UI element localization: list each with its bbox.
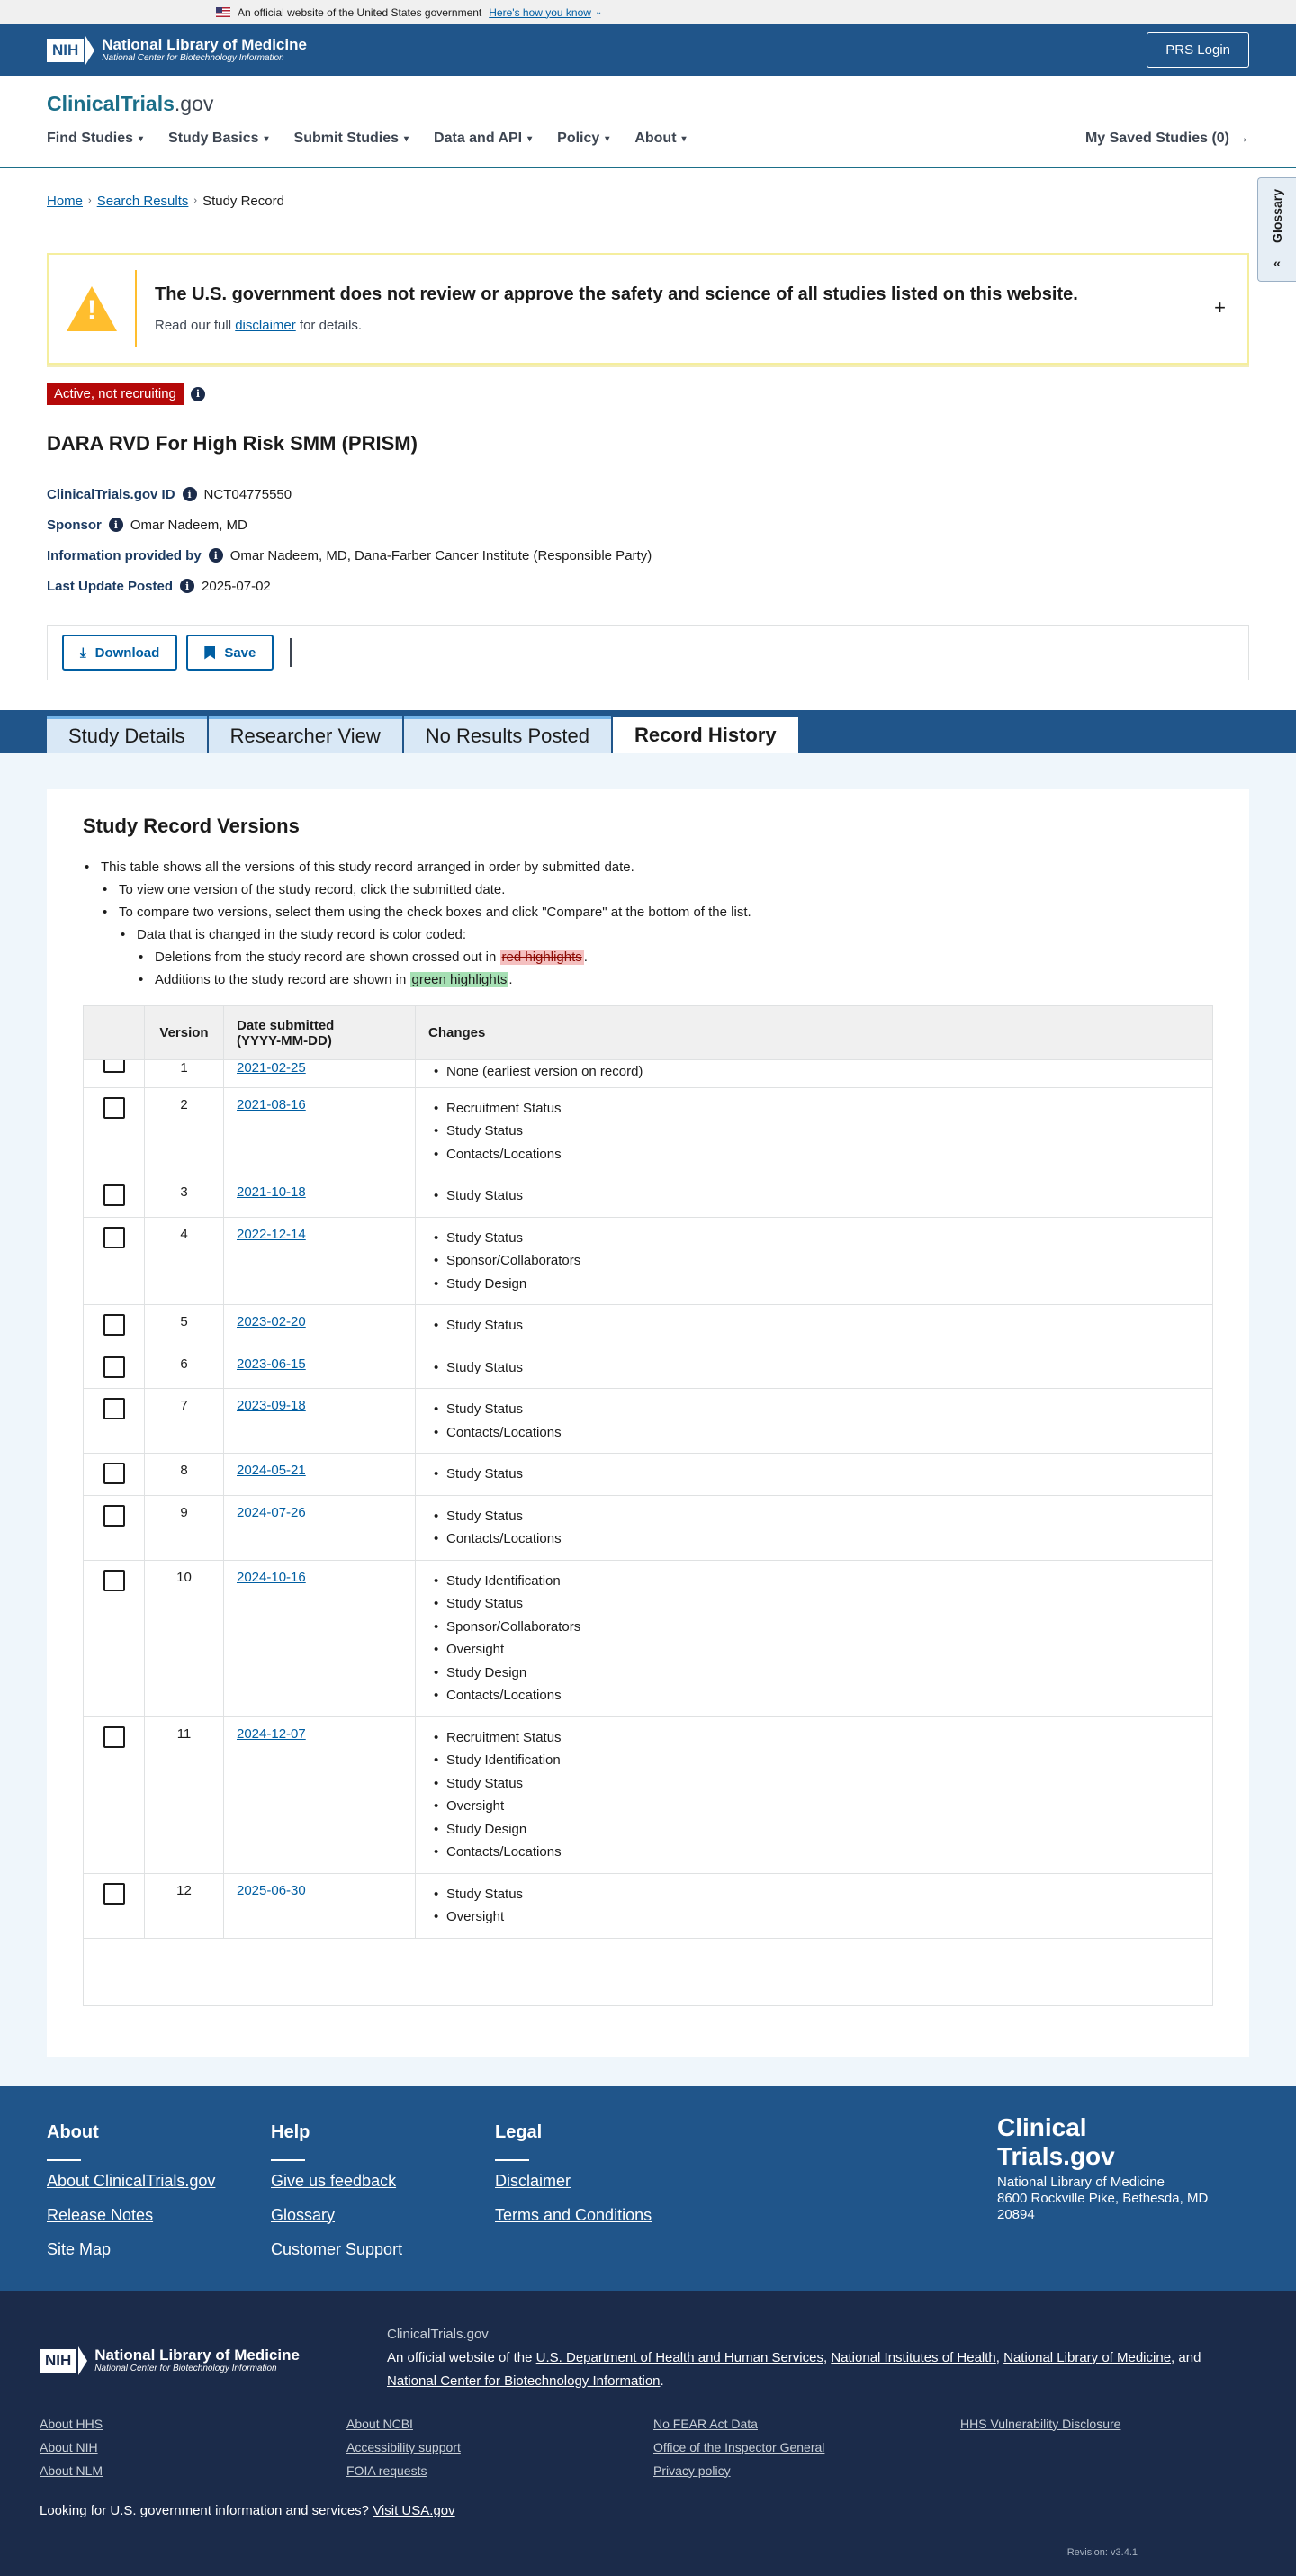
add-text: Additions to the study record are shown in bbox=[155, 972, 410, 987]
changes-cell bbox=[416, 1217, 1213, 1305]
warning-icon-wrap bbox=[49, 270, 137, 347]
nav-find-studies[interactable] bbox=[47, 131, 143, 147]
intro-text: This table shows all the versions of this study record arranged in order by submitted date. bbox=[101, 860, 634, 875]
glossary-tab[interactable] bbox=[1257, 177, 1296, 282]
footer-link-feedback[interactable]: Give us feedback bbox=[271, 2171, 397, 2190]
compare-checkbox[interactable] bbox=[104, 1463, 125, 1484]
download-label: Download bbox=[94, 644, 160, 661]
study-meta bbox=[47, 479, 1249, 601]
no-fear-link[interactable]: No FEAR Act Data bbox=[653, 2416, 758, 2431]
revision-text: Revision: v3.4.1 bbox=[1066, 2546, 1138, 2558]
period: . bbox=[508, 972, 513, 987]
changes-list bbox=[428, 1726, 1200, 1864]
change-item: • Study Status bbox=[428, 1356, 1200, 1380]
compare-checkbox[interactable] bbox=[104, 1227, 125, 1248]
change-item: • Oversight bbox=[428, 1905, 1200, 1929]
chevron-right-icon: › bbox=[194, 195, 198, 206]
hhs-link[interactable]: U.S. Department of Health and Human Services bbox=[536, 2349, 824, 2365]
study-title: DARA RVD For High Risk SMM (PRISM) bbox=[47, 432, 418, 455]
version-row bbox=[84, 1716, 1213, 1873]
bookmark-icon bbox=[204, 646, 215, 660]
disclaimer-link[interactable]: disclaimer bbox=[235, 318, 296, 333]
date-column-header bbox=[224, 1006, 416, 1060]
changes-list bbox=[428, 1570, 1200, 1707]
version-date-link[interactable]: 2023-02-20 bbox=[237, 1314, 306, 1329]
version-date-link[interactable]: 2024-05-21 bbox=[237, 1463, 306, 1478]
arrow-right-icon: → bbox=[1235, 131, 1249, 146]
date-cell bbox=[224, 1305, 416, 1347]
version-date-link[interactable]: 2024-07-26 bbox=[237, 1504, 306, 1520]
version-date-link[interactable]: 2021-08-16 bbox=[237, 1096, 306, 1112]
footer-link-support[interactable]: Customer Support bbox=[271, 2239, 403, 2258]
agency-links bbox=[40, 2417, 1256, 2478]
select-cell bbox=[84, 1347, 145, 1389]
change-item: • Study Status bbox=[428, 1463, 1200, 1486]
changes-list bbox=[428, 1227, 1200, 1296]
date-header-line2: (YYYY-MM-DD) bbox=[237, 1032, 332, 1049]
change-item: • Study Status bbox=[428, 1505, 1200, 1528]
breadcrumb-search-results[interactable]: Search Results bbox=[96, 193, 189, 209]
changes-list bbox=[428, 1097, 1200, 1166]
compare-checkbox[interactable] bbox=[104, 1060, 125, 1073]
change-item: • Study Identification bbox=[428, 1570, 1200, 1593]
filler-cell bbox=[84, 1938, 1213, 2005]
footer-link-site-map[interactable]: Site Map bbox=[47, 2239, 112, 2258]
version-date-link[interactable]: 2021-02-25 bbox=[237, 1060, 306, 1076]
change-item: • Study Status bbox=[428, 1120, 1200, 1143]
gov-banner bbox=[0, 0, 1296, 24]
nih-footer-logo[interactable] bbox=[40, 2328, 387, 2393]
versions-heading: Study Record Versions bbox=[83, 815, 300, 837]
empty-cell bbox=[960, 2463, 1267, 2478]
about-hhs-link[interactable]: About HHS bbox=[40, 2416, 104, 2431]
chevron-down-icon: ▾ bbox=[404, 133, 410, 144]
compare-checkbox[interactable] bbox=[104, 1097, 125, 1119]
expand-plus-icon[interactable]: + bbox=[1214, 296, 1226, 319]
change-item: • Recruitment Status bbox=[428, 1097, 1200, 1121]
green-highlight-sample: green highlights bbox=[411, 972, 508, 987]
chevron-down-icon: ▾ bbox=[527, 133, 533, 144]
changes-list bbox=[428, 1060, 1200, 1084]
version-date-link[interactable]: 2024-12-07 bbox=[237, 1725, 306, 1742]
select-cell bbox=[84, 1454, 145, 1496]
date-cell bbox=[224, 1716, 416, 1873]
version-row bbox=[84, 1454, 1213, 1496]
select-cell bbox=[84, 1716, 145, 1873]
version-row bbox=[84, 1389, 1213, 1454]
agency-footer bbox=[0, 2291, 1296, 2576]
version-number: 3 bbox=[145, 1175, 224, 1218]
change-item: • Contacts/Locations bbox=[428, 1527, 1200, 1551]
status-row bbox=[47, 383, 1249, 405]
nav-study-basics[interactable] bbox=[168, 131, 269, 147]
breadcrumb-current: Study Record bbox=[202, 193, 284, 209]
changes-list bbox=[428, 1356, 1200, 1380]
version-number: 10 bbox=[145, 1560, 224, 1716]
date-cell bbox=[224, 1087, 416, 1175]
official-pre: An official website of the bbox=[387, 2349, 536, 2365]
about-nih-link[interactable]: About NIH bbox=[40, 2439, 98, 2454]
date-cell bbox=[224, 1217, 416, 1305]
study-tabs bbox=[0, 710, 1296, 753]
changes-cell bbox=[416, 1873, 1213, 1938]
footer-link-terms[interactable]: Terms and Conditions bbox=[495, 2205, 652, 2224]
version-number: 2 bbox=[145, 1087, 224, 1175]
compare-text: To compare two versions, select them using the check boxes and click "Compare" at the bottom of the list. bbox=[119, 905, 752, 920]
nav-label: Policy bbox=[557, 131, 600, 146]
date-cell bbox=[224, 1347, 416, 1389]
red-highlight-sample: red highlights bbox=[501, 950, 582, 965]
change-item: • Study Status bbox=[428, 1314, 1200, 1338]
action-divider bbox=[290, 638, 292, 667]
footer-help bbox=[271, 2122, 495, 2291]
change-item: • Contacts/Locations bbox=[428, 1421, 1200, 1445]
change-item: • Contacts/Locations bbox=[428, 1684, 1200, 1707]
version-number: 8 bbox=[145, 1454, 224, 1496]
footer-addr-line1: National Library of Medicine bbox=[997, 2174, 1165, 2190]
footer-brand-line2: Trials.gov bbox=[997, 2141, 1115, 2170]
warning-icon: ! bbox=[67, 286, 117, 331]
ctgov-logo[interactable] bbox=[47, 92, 1249, 116]
instruction-view: • To view one version of the study record, click the submitted date. bbox=[101, 878, 1213, 901]
version-row bbox=[84, 1873, 1213, 1938]
chevron-down-icon: ▾ bbox=[264, 133, 269, 144]
download-icon: ⤓ bbox=[80, 644, 86, 661]
privacy-link[interactable]: Privacy policy bbox=[653, 2463, 731, 2478]
date-cell bbox=[224, 1175, 416, 1218]
disclaimer-pre: Read our full bbox=[155, 318, 236, 333]
changes-list bbox=[428, 1398, 1200, 1444]
select-cell bbox=[84, 1305, 145, 1347]
chevron-down-icon: ▾ bbox=[605, 133, 610, 144]
footer-help-title: Help bbox=[271, 2121, 310, 2142]
change-item: • Oversight bbox=[428, 1638, 1200, 1662]
change-item: • None (earliest version on record) bbox=[428, 1060, 1200, 1084]
changes-cell bbox=[416, 1560, 1213, 1716]
version-row bbox=[84, 1060, 1213, 1088]
save-label: Save bbox=[224, 644, 256, 661]
changes-list bbox=[428, 1184, 1200, 1208]
sponsor-label: Sponsor bbox=[47, 517, 102, 533]
versions-table-body bbox=[84, 1060, 1213, 2006]
double-chevron-left-icon: « bbox=[1274, 255, 1281, 270]
date-cell bbox=[224, 1060, 416, 1088]
changes-cell bbox=[416, 1495, 1213, 1560]
record-versions-card bbox=[47, 789, 1249, 2057]
nih-chevron-icon bbox=[78, 2346, 87, 2375]
changes-cell bbox=[416, 1175, 1213, 1218]
date-cell bbox=[224, 1389, 416, 1454]
version-date-link[interactable]: 2023-09-18 bbox=[237, 1398, 306, 1413]
change-item: • Oversight bbox=[428, 1795, 1200, 1818]
sponsor-value: Omar Nadeem, MD bbox=[130, 517, 248, 533]
change-item: • Sponsor/Collaborators bbox=[428, 1616, 1200, 1639]
status-badge: Active, not recruiting bbox=[47, 383, 184, 405]
tab-no-results-posted[interactable]: No Results Posted bbox=[404, 716, 611, 753]
date-cell bbox=[224, 1560, 416, 1716]
record-history-section bbox=[0, 753, 1296, 2086]
version-number: 9 bbox=[145, 1495, 224, 1560]
footer-site-name: ClinicalTrials.gov bbox=[387, 2326, 489, 2342]
tab-study-details[interactable]: Study Details bbox=[47, 716, 207, 753]
chevron-down-icon[interactable]: ⌄ bbox=[594, 7, 603, 17]
about-ncbi-link[interactable]: About NCBI bbox=[346, 2416, 413, 2431]
nih-logo-box: NIH bbox=[40, 2349, 76, 2373]
changes-cell bbox=[416, 1087, 1213, 1175]
change-item: • Study Status bbox=[428, 1398, 1200, 1421]
disclaimer-alert bbox=[47, 253, 1249, 365]
select-cell bbox=[84, 1873, 145, 1938]
instruction-deletions bbox=[137, 946, 1213, 968]
glossary-label: Glossary bbox=[1270, 189, 1284, 243]
site-footer bbox=[0, 2086, 1296, 2291]
versions-table bbox=[83, 1005, 1213, 2006]
select-cell bbox=[84, 1175, 145, 1218]
last-update-label: Last Update Posted bbox=[47, 578, 174, 594]
select-column-header bbox=[84, 1006, 145, 1060]
version-row bbox=[84, 1175, 1213, 1218]
changes-list bbox=[428, 1463, 1200, 1486]
provided-by-label: Information provided by bbox=[47, 547, 202, 563]
version-row bbox=[84, 1560, 1213, 1716]
footer-about-title: About bbox=[47, 2121, 99, 2142]
us-flag-icon bbox=[216, 7, 230, 17]
version-date-link[interactable]: 2022-12-14 bbox=[237, 1226, 306, 1242]
info-icon[interactable]: i bbox=[183, 487, 197, 501]
footer-link-about-ctgov[interactable]: About ClinicalTrials.gov bbox=[47, 2171, 216, 2190]
date-cell bbox=[224, 1873, 416, 1938]
version-column-header: Version bbox=[145, 1006, 224, 1060]
version-row bbox=[84, 1495, 1213, 1560]
version-date-link[interactable]: 2025-06-30 bbox=[237, 1882, 306, 1898]
version-number: 12 bbox=[145, 1873, 224, 1938]
date-cell bbox=[224, 1454, 416, 1496]
about-nlm-link[interactable]: About NLM bbox=[40, 2463, 104, 2478]
changes-list bbox=[428, 1883, 1200, 1929]
footer-link-disclaimer[interactable]: Disclaimer bbox=[495, 2171, 572, 2190]
change-item: • Study Design bbox=[428, 1662, 1200, 1685]
version-row bbox=[84, 1217, 1213, 1305]
footer-address bbox=[997, 2112, 1209, 2223]
changes-list bbox=[428, 1505, 1200, 1551]
version-date-link[interactable]: 2021-10-18 bbox=[237, 1184, 306, 1200]
change-item: • Sponsor/Collaborators bbox=[428, 1249, 1200, 1273]
nav-label: About bbox=[634, 131, 677, 146]
select-cell bbox=[84, 1217, 145, 1305]
version-row bbox=[84, 1347, 1213, 1389]
compare-checkbox[interactable] bbox=[104, 1726, 125, 1748]
change-item: • Study Identification bbox=[428, 1749, 1200, 1772]
nih-logo[interactable] bbox=[47, 36, 307, 65]
nav-label: Submit Studies bbox=[293, 131, 399, 146]
disclaimer-title: The U.S. government does not review or approve the safety and science of all studies listed on this website. bbox=[155, 284, 1078, 304]
nlm-link[interactable]: National Library of Medicine bbox=[1004, 2349, 1172, 2365]
version-date-link[interactable]: 2023-06-15 bbox=[237, 1356, 306, 1372]
change-item: • Contacts/Locations bbox=[428, 1841, 1200, 1864]
compare-checkbox[interactable] bbox=[104, 1398, 125, 1419]
table-filler bbox=[84, 1938, 1213, 2005]
download-button[interactable] bbox=[62, 635, 177, 671]
info-icon[interactable]: i bbox=[209, 548, 223, 563]
nav-about[interactable] bbox=[634, 131, 686, 147]
del-text: Deletions from the study record are shown crossed out in bbox=[155, 950, 500, 965]
change-item: • Contacts/Locations bbox=[428, 1143, 1200, 1166]
change-item: • Study Status bbox=[428, 1883, 1200, 1906]
footer-brand-line1: Clinical bbox=[997, 2112, 1087, 2141]
usa-gov-line bbox=[40, 2503, 1256, 2518]
compare-checkbox[interactable] bbox=[104, 1356, 125, 1378]
and-text: and bbox=[1178, 2349, 1202, 2365]
compare-checkbox[interactable] bbox=[104, 1314, 125, 1336]
compare-checkbox[interactable] bbox=[104, 1570, 125, 1591]
nih-link[interactable]: National Institutes of Health bbox=[831, 2349, 996, 2365]
select-cell bbox=[84, 1060, 145, 1088]
main-nav bbox=[47, 131, 1249, 147]
site-header bbox=[0, 76, 1296, 168]
nih-logo-box: NIH bbox=[47, 39, 84, 62]
change-item: • Recruitment Status bbox=[428, 1726, 1200, 1750]
info-icon[interactable]: i bbox=[191, 387, 205, 401]
tab-record-history[interactable]: Record History bbox=[613, 714, 798, 753]
changes-column-header: Changes bbox=[416, 1006, 1213, 1060]
date-cell bbox=[224, 1495, 416, 1560]
usa-pre: Looking for U.S. government information and services? bbox=[40, 2502, 374, 2518]
footer-about bbox=[47, 2122, 271, 2291]
select-cell bbox=[84, 1495, 145, 1560]
nav-data-api[interactable] bbox=[434, 131, 532, 147]
instruction-compare bbox=[101, 901, 1213, 991]
changes-list bbox=[428, 1314, 1200, 1338]
change-item: • Study Status bbox=[428, 1184, 1200, 1208]
compare-checkbox[interactable] bbox=[104, 1184, 125, 1206]
id-label: ClinicalTrials.gov ID bbox=[47, 486, 176, 502]
nih-subtitle: National Center for Biotechnology Information bbox=[102, 53, 284, 63]
save-button[interactable] bbox=[186, 635, 274, 671]
changes-cell bbox=[416, 1454, 1213, 1496]
instruction-color bbox=[119, 923, 1213, 991]
change-item: • Study Design bbox=[428, 1273, 1200, 1296]
nav-submit-studies[interactable] bbox=[294, 131, 409, 147]
instructions-list bbox=[83, 856, 1213, 991]
nih-header bbox=[0, 24, 1296, 76]
compare-checkbox[interactable] bbox=[104, 1883, 125, 1905]
footer-addr-line2: 8600 Rockville Pike, Bethesda, MD bbox=[997, 2190, 1209, 2206]
footer-legal-title: Legal bbox=[495, 2121, 543, 2142]
info-icon[interactable]: i bbox=[180, 579, 194, 593]
footer-divider bbox=[47, 2159, 81, 2161]
instruction-additions bbox=[137, 968, 1213, 991]
nav-label: Study Basics bbox=[168, 131, 259, 146]
color-text: Data that is changed in the study record is color coded: bbox=[137, 927, 467, 942]
vulnerability-link[interactable]: HHS Vulnerability Disclosure bbox=[960, 2416, 1121, 2431]
nav-label: Find Studies bbox=[47, 131, 133, 146]
version-number: 7 bbox=[145, 1389, 224, 1454]
disclaimer-body bbox=[155, 318, 1078, 333]
change-item: • Study Status bbox=[428, 1227, 1200, 1250]
footer-divider bbox=[495, 2159, 529, 2161]
saved-label: My Saved Studies (0) bbox=[1084, 131, 1229, 146]
chevron-down-icon: ▾ bbox=[139, 133, 144, 144]
period: . bbox=[583, 950, 588, 965]
nih-footer-title: National Library of Medicine bbox=[94, 2346, 300, 2364]
version-number: 6 bbox=[145, 1347, 224, 1389]
footer-link-glossary[interactable]: Glossary bbox=[271, 2205, 336, 2224]
prs-login-button[interactable]: PRS Login bbox=[1147, 32, 1249, 68]
ncbi-link[interactable]: National Center for Biotechnology Information bbox=[387, 2373, 661, 2389]
inspector-general-link[interactable]: Office of the Inspector General bbox=[653, 2439, 825, 2454]
disclaimer-post: for details. bbox=[295, 318, 363, 333]
changes-cell bbox=[416, 1716, 1213, 1873]
id-value: NCT04775550 bbox=[203, 486, 292, 502]
change-item: • Study Status bbox=[428, 1592, 1200, 1616]
nav-label: Data and API bbox=[434, 131, 523, 146]
nav-policy[interactable] bbox=[557, 131, 609, 147]
my-saved-studies-link[interactable] bbox=[1085, 131, 1249, 147]
chevron-down-icon: ▾ bbox=[681, 133, 687, 144]
usa-gov-link[interactable]: Visit USA.gov bbox=[373, 2502, 455, 2518]
changes-cell bbox=[416, 1389, 1213, 1454]
logo-main: ClinicalTrials bbox=[47, 92, 175, 115]
select-cell bbox=[84, 1087, 145, 1175]
foia-link[interactable]: FOIA requests bbox=[346, 2463, 428, 2478]
version-number: 11 bbox=[145, 1716, 224, 1873]
accessibility-link[interactable]: Accessibility support bbox=[346, 2439, 461, 2454]
changes-cell bbox=[416, 1305, 1213, 1347]
official-website-text: ClinicalTrials.gov An official website of the U.S. Department of Health and Human Services, National Institutes of Health, National Library of Medicine, and National Center for Biotechnology Information. bbox=[387, 2323, 1233, 2393]
version-row bbox=[84, 1087, 1213, 1175]
breadcrumb-home[interactable]: Home bbox=[47, 193, 84, 209]
version-number: 1 bbox=[145, 1060, 224, 1088]
breadcrumb bbox=[0, 168, 1296, 213]
action-bar bbox=[47, 625, 1249, 680]
how-you-know-link[interactable]: Here's how you know bbox=[489, 5, 591, 19]
select-cell bbox=[84, 1560, 145, 1716]
nih-chevron-icon bbox=[86, 36, 94, 65]
empty-cell bbox=[960, 2440, 1267, 2454]
change-item: • Study Status bbox=[428, 1772, 1200, 1796]
compare-checkbox[interactable] bbox=[104, 1505, 125, 1527]
logo-suffix: .gov bbox=[174, 92, 214, 115]
last-update-value: 2025-07-02 bbox=[202, 578, 271, 594]
change-item: • Study Design bbox=[428, 1818, 1200, 1842]
tab-researcher-view[interactable]: Researcher View bbox=[209, 716, 402, 753]
version-row bbox=[84, 1305, 1213, 1347]
changes-cell bbox=[416, 1347, 1213, 1389]
footer-legal bbox=[495, 2122, 719, 2291]
version-number: 5 bbox=[145, 1305, 224, 1347]
changes-cell bbox=[416, 1060, 1213, 1088]
version-number: 4 bbox=[145, 1217, 224, 1305]
instruction-intro bbox=[83, 856, 1213, 991]
version-date-link[interactable]: 2024-10-16 bbox=[237, 1569, 306, 1585]
chevron-right-icon: › bbox=[88, 195, 92, 206]
footer-addr-line3: 20894 bbox=[997, 2206, 1035, 2222]
footer-link-release-notes[interactable]: Release Notes bbox=[47, 2205, 154, 2224]
gov-banner-text: An official website of the United States government bbox=[238, 5, 482, 19]
date-header-line1: Date submitted bbox=[237, 1017, 335, 1033]
nih-title: National Library of Medicine bbox=[102, 36, 307, 53]
provided-by-value: Omar Nadeem, MD, Dana-Farber Cancer Institute (Responsible Party) bbox=[230, 547, 652, 563]
nih-footer-subtitle: National Center for Biotechnology Information bbox=[94, 2364, 277, 2373]
info-icon[interactable]: i bbox=[109, 518, 123, 532]
footer-divider bbox=[271, 2159, 305, 2161]
select-cell bbox=[84, 1389, 145, 1454]
